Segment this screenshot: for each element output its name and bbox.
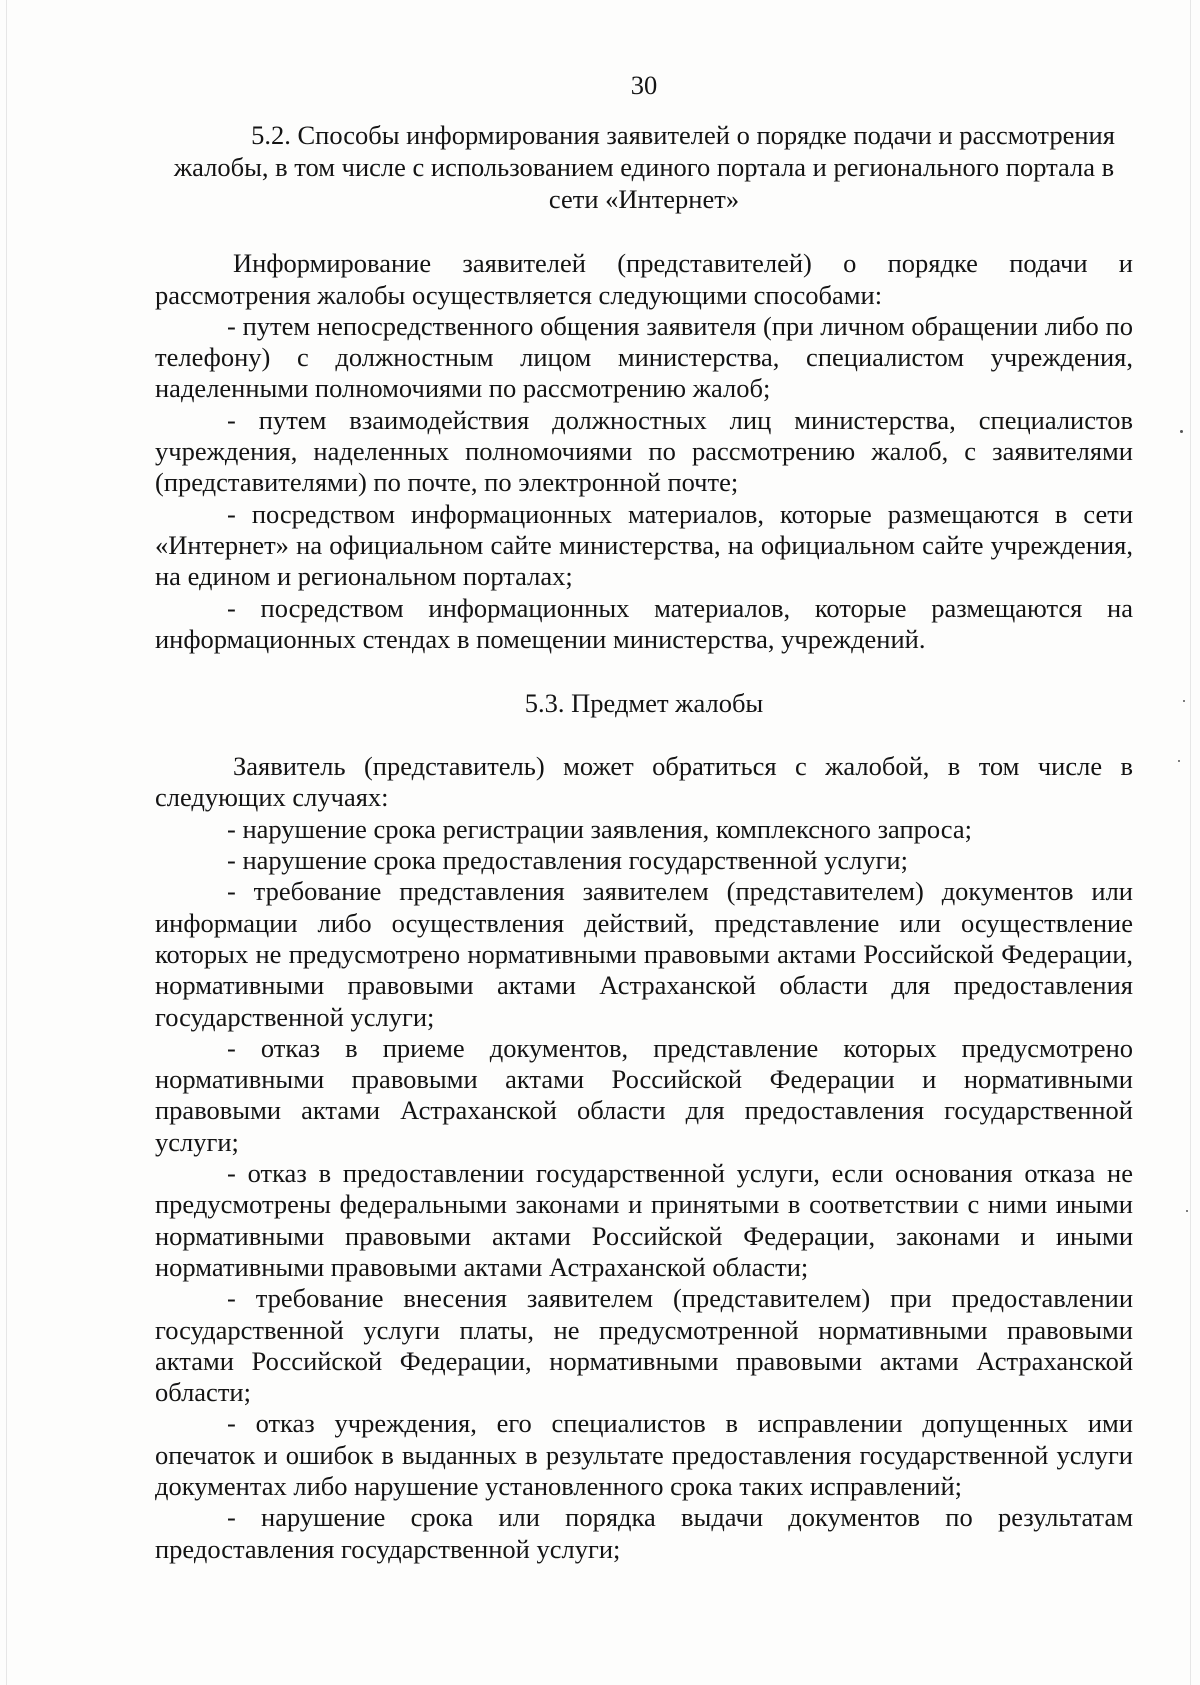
list-item: - посредством информационных материалов, которые размещаются на информационных стендах в помещении министерства, учреждений. <box>155 592 1133 654</box>
list-item: - отказ в приеме документов, представление которых предусмотрено нормативными правовыми актами Российской Федерации и нормативными правовыми актами Астраханской области для предоставления государственной услуги; <box>155 1032 1133 1157</box>
scan-speck <box>1183 700 1185 702</box>
section-5-2-heading: 5.2. Способы информирования заявителей о порядке подачи и рассмотрения жалобы, в том числе с использованием единого портала и регионального портала в сети «Интернет» <box>173 120 1115 215</box>
spacer <box>155 655 1133 687</box>
section-5-3-lead: Заявитель (представитель) может обратиться с жалобой, в том числе в следующих случаях: <box>155 751 1133 813</box>
list-item: - путем взаимодействия должностных лиц министерства, специалистов учреждения, наделенных полномочиями по рассмотрению жалоб, с заявителями (представителями) по почте, по электронной почте; <box>155 404 1133 498</box>
section-5-2-lead: Информирование заявителей (представителей) о порядке подачи и рассмотрения жалобы осуществляется следующими способами: <box>155 248 1133 310</box>
scan-edge-right <box>1190 0 1191 1685</box>
page-number: 30 <box>630 70 658 100</box>
scan-speck <box>1180 430 1183 433</box>
spacer <box>155 719 1133 751</box>
spacer <box>155 215 1133 248</box>
list-item: - нарушение срока регистрации заявления, комплексного запроса; <box>227 813 973 844</box>
scan-edge-left <box>6 0 7 1685</box>
list-item: - требование внесения заявителем (представителем) при предоставлении государственной услуги платы, не предусмотренной нормативными правовыми актами Российской Федерации, нормативными правовыми актами Астраханской области; <box>155 1283 1133 1408</box>
scan-speck <box>1178 760 1180 762</box>
list-item: - требование представления заявителем (представителем) документов или информации либо осуществления действий, представление или осуществление которых не предусмотрено нормативными правовыми актами Российской Федерации, нормативными правовыми актами Астраханской области для предоставления государственной услуги; <box>155 876 1133 1032</box>
scan-speck <box>1186 1210 1188 1212</box>
list-item: - нарушение срока или порядка выдачи документов по результатам предоставления государственной услуги; <box>155 1502 1133 1564</box>
list-item: - отказ в предоставлении государственной услуги, если основания отказа не предусмотрены федеральными законами и принятыми в соответствии с ними иными нормативными правовыми актами Российской Федерации, законами и иными нормативными правовыми актами Астраханской области; <box>155 1158 1133 1282</box>
list-item: - путем непосредственного общения заявителя (при личном обращении либо по телефону) с должностным лицом министерства, специалистом учреждения, наделенными полномочиями по рассмотрению жалоб; <box>155 310 1133 404</box>
document-body <box>155 70 1133 1565</box>
list-item: - нарушение срока предоставления государственной услуги; <box>227 845 908 876</box>
list-item: - посредством информационных материалов, которые размещаются в сети «Интернет» на официальном сайте министерства, на официальном сайте учреждения, на едином и региональном порталах; <box>155 498 1133 592</box>
section-5-3-heading: 5.3. Предмет жалобы <box>524 688 764 719</box>
list-item: - отказ учреждения, его специалистов в исправлении допущенных ими опечаток и ошибок в выданных в результате предоставления государственной услуги документах либо нарушение установленного срока таких исправлений; <box>155 1408 1133 1501</box>
